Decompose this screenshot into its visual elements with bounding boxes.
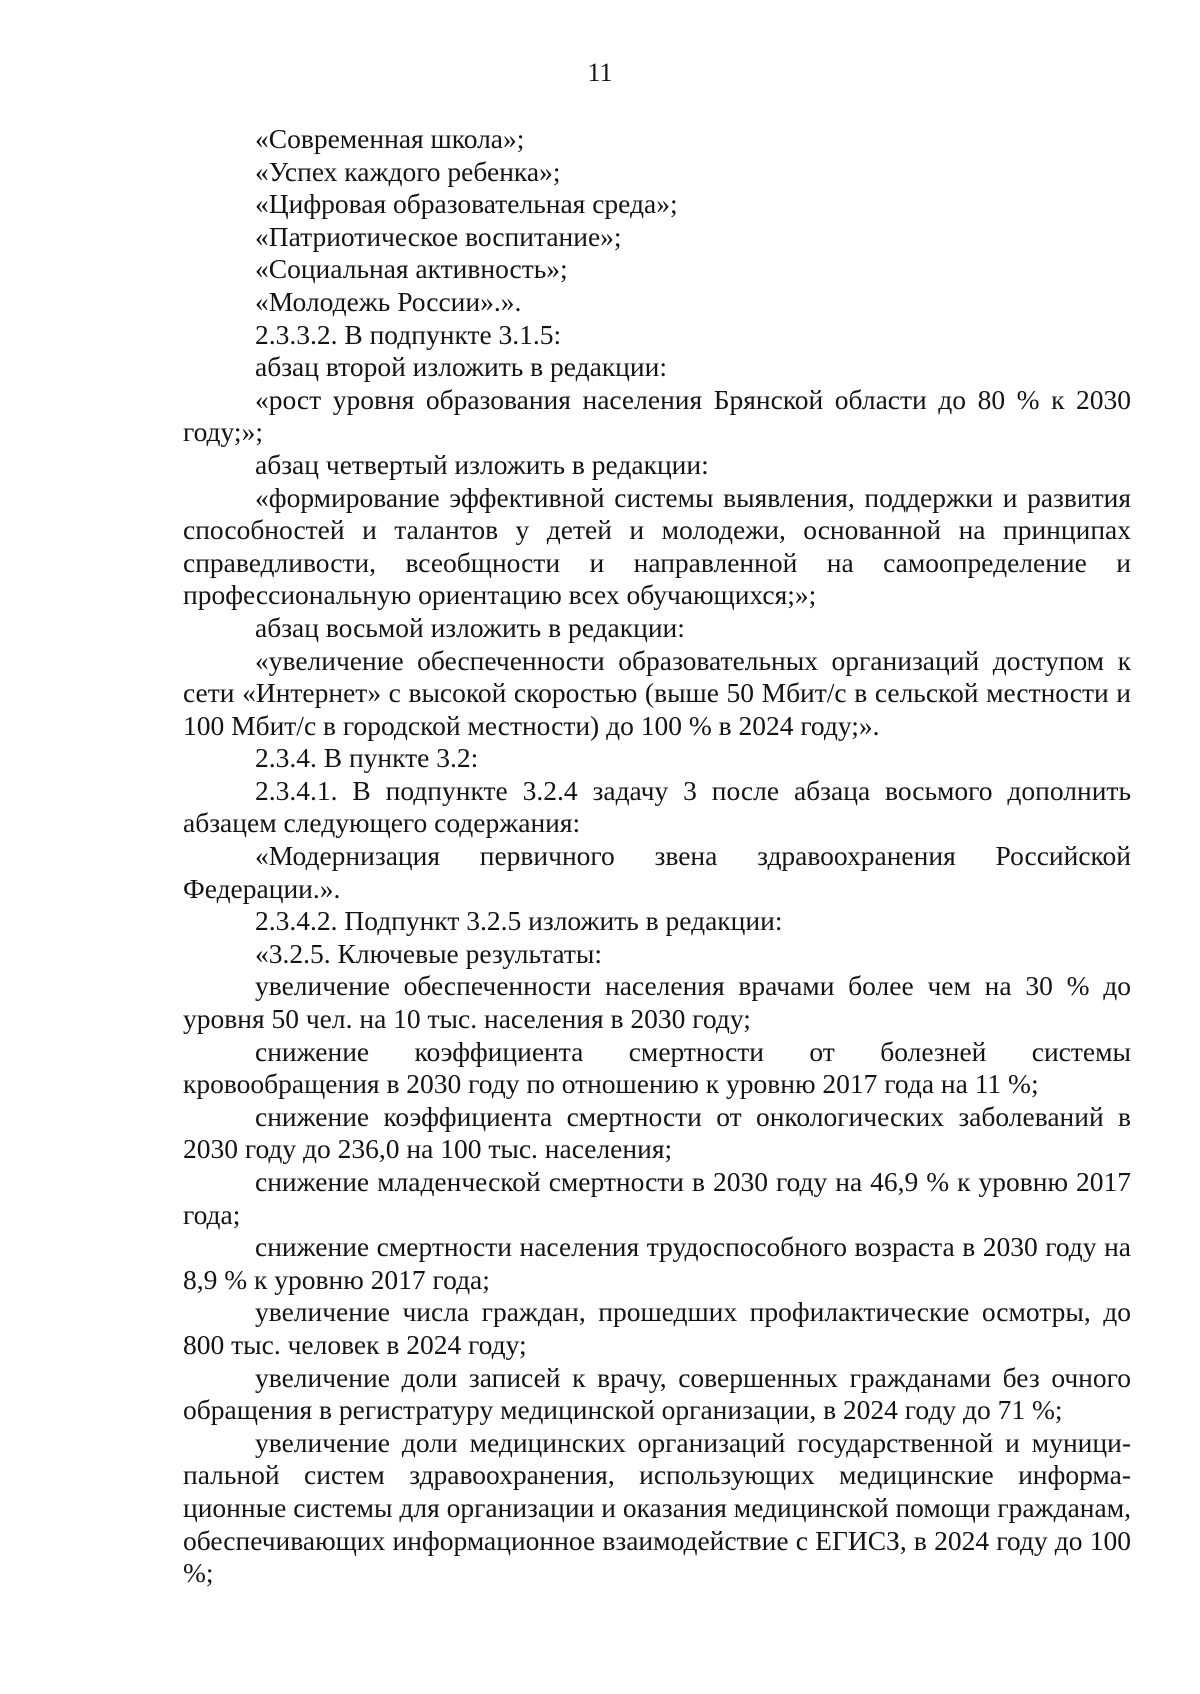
paragraph-instruction: 2.3.4.2. Подпункт 3.2.5 изложить в редакции: — [255, 905, 783, 937]
paragraph-subclause-heading: 2.3.3.2. В подпункте 3.1.5: — [255, 318, 562, 350]
paragraph-instruction: 2.3.4.1. В подпункте 3.2.4 задачу 3 после абзаца восьмого дополнить абзацем следующего содержания: — [183, 774, 1131, 839]
page-number: 11 — [587, 58, 613, 87]
document-body — [183, 123, 1131, 1590]
paragraph-list-item: «Молодежь России».». — [255, 285, 522, 317]
paragraph-quoted-text: «увеличение обеспеченности образовательных организаций доступом к сети «Интернет» с высокой скоростью (выше 50 Мбит/с в сельской местности и 100 Мбит/с в городской местности) до 100 % в 2024 году;». — [183, 644, 1131, 741]
paragraph-key-result: увеличение доли записей к врачу, совершенных гражданами без очного обращения в регистратуру медицинской организации, в 2024 году до 71 %; — [183, 1361, 1131, 1426]
paragraph-quoted-text: «рост уровня образования населения Брянской области до 80 % к 2030 году;»; — [183, 383, 1131, 448]
paragraph-key-result: снижение коэффициента смертности от онкологических заболеваний в 2030 году до 236,0 на 100 тыс. населения; — [183, 1100, 1131, 1165]
paragraph-list-item: «Патриотическое воспитание»; — [255, 220, 622, 252]
paragraph-instruction: абзац восьмой изложить в редакции: — [255, 611, 685, 643]
paragraph-list-item: «Социальная активность»; — [255, 253, 568, 285]
paragraph-instruction: абзац четвертый изложить в редакции: — [255, 448, 709, 480]
paragraph-key-result: увеличение числа граждан, прошедших профилактические осмотры, до 800 тыс. человек в 2024 году; — [183, 1296, 1131, 1360]
paragraph-key-result: увеличение доли медицинских организаций государственной и муниципальной систем здравоохранения, использующих медицинские информационные системы для организации и оказания медицинской помощи гражданам, обеспечивающих информационное взаимодействие с ЕГИСЗ, в 2024 году до 100 %; — [183, 1426, 1131, 1589]
paragraph-list-item: «Современная школа»; — [255, 123, 525, 154]
paragraph-instruction: абзац второй изложить в редакции: — [255, 351, 667, 383]
paragraph-key-result: снижение коэффициента смертности от болезней системы кровообращения в 2030 году по отношению к уровню 2017 года на 11 %; — [183, 1035, 1131, 1100]
paragraph-key-result: снижение младенческой смертности в 2030 году на 46,9 % к уровню 2017 года; — [183, 1166, 1131, 1230]
paragraph-list-item: «Успех каждого ребенка»; — [255, 155, 561, 187]
paragraph-key-result: снижение смертности населения трудоспособного возраста в 2030 году на 8,9 % к уровню 2017 года; — [183, 1231, 1131, 1295]
paragraph-section-heading: «3.2.5. Ключевые результаты: — [255, 937, 602, 969]
paragraph-quoted-text: «формирование эффективной системы выявления, поддержки и развития способностей и талантов у детей и молодежи, основанной на принципах справедливости, всеобщности и направленной на самоопределение и профессиональную ориентацию всех обучающихся;»; — [183, 481, 1131, 611]
paragraph-key-result: увеличение обеспеченности населения врачами более чем на 30 % до уровня 50 чел. на 10 тыс. населения в 2030 году; — [183, 970, 1131, 1035]
paragraph-list-item: «Цифровая образовательная среда»; — [255, 188, 678, 220]
paragraph-quoted-text: «Модернизация первичного звена здравоохранения Российской Федерации.». — [183, 840, 1131, 904]
paragraph-subclause-heading: 2.3.4. В пункте 3.2: — [255, 742, 479, 774]
